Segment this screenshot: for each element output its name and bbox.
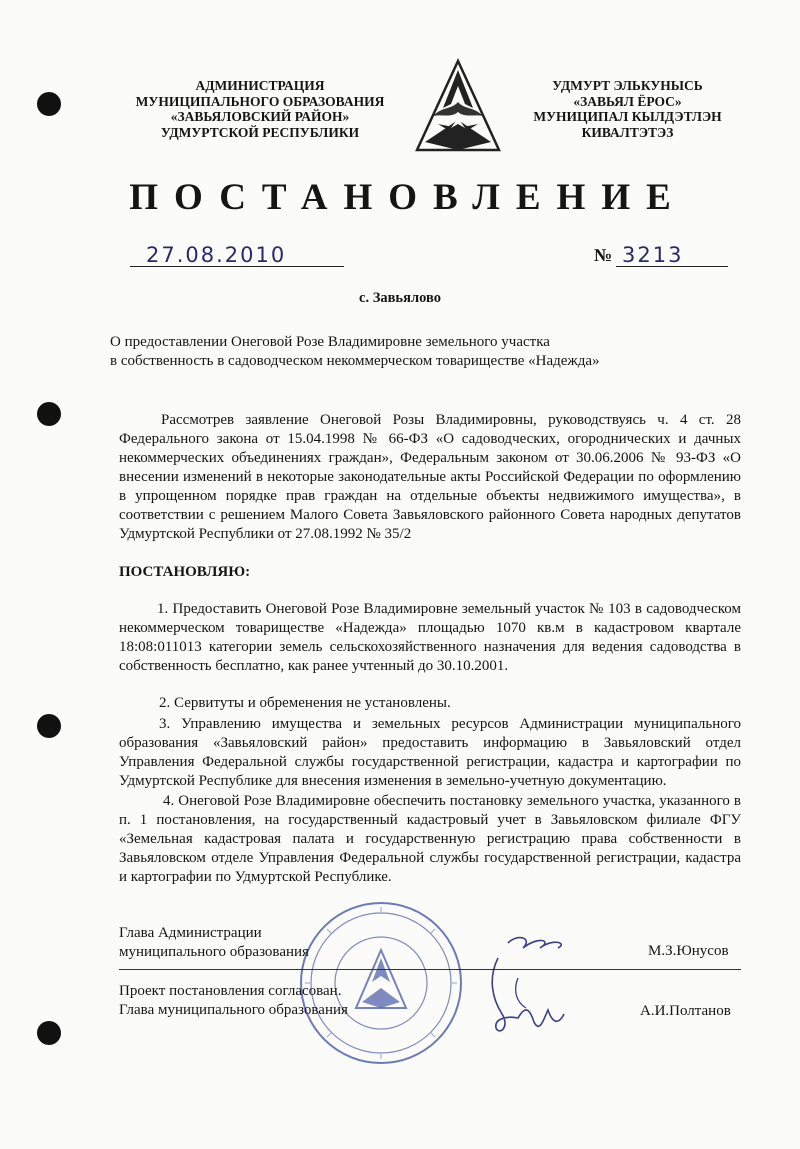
header-left-line: МУНИЦИПАЛЬНОГО ОБРАЗОВАНИЯ xyxy=(135,93,385,109)
decree-word: ПОСТАНОВЛЯЮ: xyxy=(119,564,251,580)
header-left-line: «ЗАВЬЯЛОВСКИЙ РАЙОН» xyxy=(170,109,350,124)
divider xyxy=(119,969,741,970)
punch-hole xyxy=(37,402,61,426)
place: с. Завьялово xyxy=(359,290,441,306)
agreement-block xyxy=(119,982,348,1020)
agreement-line: Глава муниципального образования xyxy=(119,1002,348,1018)
header-right-line: УДМУРТ ЭЛЬКУНЫСЬ xyxy=(552,78,703,93)
document-date: 27.08.2010 xyxy=(130,243,344,267)
header-right xyxy=(515,78,740,140)
header-right-line: КИВАЛТЭТЭЗ xyxy=(581,124,674,140)
document-number: 3213 xyxy=(616,243,728,267)
signatory-role-line: муниципального образования xyxy=(119,944,309,960)
item-3: 3. Управлению имущества и земельных ресурсов Администрации муниципального образования «Завьяловский район» предоставить информацию в Завьяловский отдел Управления Федеральной службы государственной регистрации, кадастра и картографии по Удмуртской Республике для внесения изменения в земельно-учетную документацию. xyxy=(119,716,741,789)
item-2: 2. Сервитуты и обременения не установлены. xyxy=(159,695,451,711)
document-title: ПОСТАНОВЛЕНИЕ xyxy=(129,177,687,218)
punch-hole xyxy=(37,92,61,116)
intro-paragraph: Рассмотрев заявление Онеговой Розы Владимировны, руководствуясь ч. 4 ст. 28 Федерального закона от 15.04.1998 № 66-ФЗ «О садоводческих, огороднических и дачных некоммерческих объединениях граждан», Федеральным законом от 30.06.2006 № 93-ФЗ «О внесении изменений в некоторые законодательные акты Российской Федерации по оформлению в упрощенном порядке прав граждан на отдельные объекты недвижимого имущества», в соответствии с решением Малого Совета Завьяловского районного Совета народных депутатов Удмуртской Республики от 27.08.1992 № 35/2 xyxy=(119,412,741,542)
agreement-line: Проект постановления согласован. xyxy=(119,983,342,999)
header-left-line: АДМИНИСТРАЦИЯ xyxy=(195,78,325,93)
item-4: 4. Онеговой Розе Владимировне обеспечить постановку земельного участка, указанного в п. 1 постановления, на государственный кадастровый учет в Завьяловском филиале ФГУ «Земельная кадастровая палата и государственную регистрацию права собственности в Завьяловском отделе Управления Федеральной службы государственной регистрации, кадастра и картографии по Удмуртской Республике. xyxy=(119,793,741,885)
punch-hole xyxy=(37,1021,61,1045)
item-1: 1. Предоставить Онеговой Розе Владимировне земельный участок № 103 в садоводческом некоммерческом товариществе «Надежда» площадью 1070 кв.м в кадастровом квартале 18:08:011013 категории земель сельскохозяйственного назначения для ведения садоводства в собственность бесплатно, как ранее учтенный до 30.10.2001. xyxy=(119,601,741,674)
header-right-line: МУНИЦИПАЛ КЫЛДЭТЛЭН xyxy=(533,109,722,124)
subject xyxy=(110,333,750,370)
signatory-name: М.З.Юнусов xyxy=(648,943,729,959)
header-left xyxy=(110,78,410,140)
agreement-name: А.И.Полтанов xyxy=(640,1003,731,1019)
header-right-line: «ЗАВЬЯЛ ЁРОС» xyxy=(573,93,682,109)
handwritten-signature xyxy=(478,918,598,1048)
subject-line: О предоставлении Онеговой Розе Владимировне земельного участка xyxy=(110,334,550,350)
punch-hole xyxy=(37,714,61,738)
number-label: № xyxy=(594,245,613,265)
signatory-role-line: Глава Администрации xyxy=(119,925,262,941)
coat-of-arms-emblem xyxy=(413,58,503,153)
header-left-line: УДМУРТСКОЙ РЕСПУБЛИКИ xyxy=(160,124,360,140)
signatory-role xyxy=(119,924,309,962)
subject-line: в собственность в садоводческом некоммерческом товариществе «Надежда» xyxy=(110,352,600,369)
